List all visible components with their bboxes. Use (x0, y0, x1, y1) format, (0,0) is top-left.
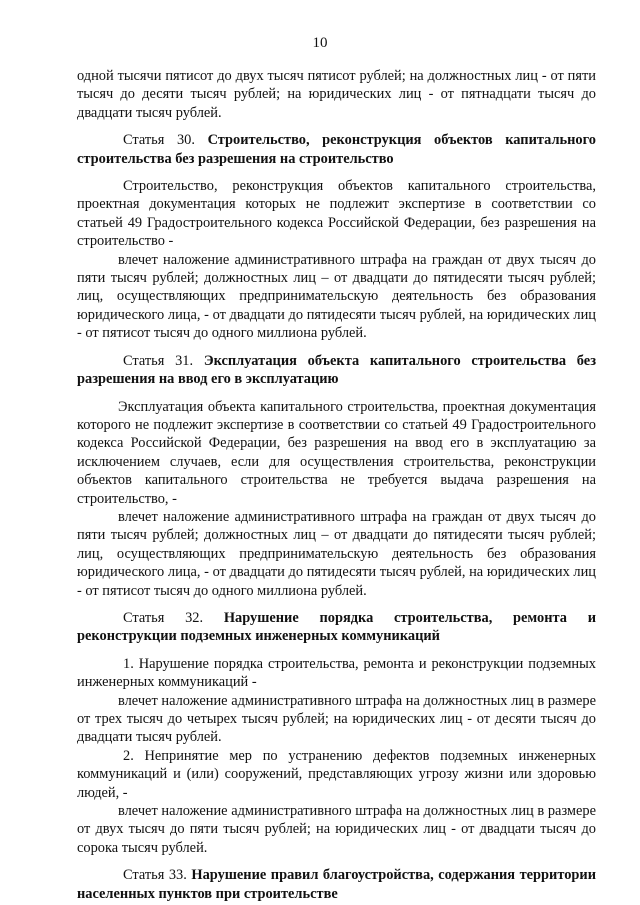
paragraph: влечет наложение административного штрафа на граждан от двух тысяч до пяти тысяч рублей; должностных лиц – от двадцати до пятидесяти тысяч рублей; лиц, осуществляющих предпринимательскую деятельность без образования юридического лица, - от двадцати до пятидесяти тысяч рублей, на юридических лиц - от пятисот тысяч до одного миллиона рублей. (77, 251, 596, 342)
paragraph: одной тысячи пятисот до двух тысяч пятисот рублей; на должностных лиц - от пяти тысяч до десяти тысяч рублей; на юридических лиц - от пятнадцати тысяч до двадцати тысяч рублей. (77, 68, 596, 121)
article-title: Нарушение порядка строительства, ремонта и реконструкции подземных инженерных коммуникаций (77, 609, 596, 645)
article-heading-31 (77, 352, 596, 389)
article-label: Статья 31. (123, 352, 194, 369)
paragraph: Строительство, реконструкция объектов капитального строительства, проектная документация которых не подлежит экспертизе в соответствии со статьей 49 Градостроительного кодекса Российской Федерации, без разрешения на строительство - (77, 178, 596, 250)
article-heading-32 (77, 609, 596, 646)
article-heading-30 (77, 131, 596, 168)
paragraph: влечет наложение административного штрафа на должностных лиц в размере от трех тысяч до четырех тысяч рублей; на юридических лиц - от десяти тысяч до двадцати тысяч рублей. (77, 692, 596, 746)
article-title: Нарушение правил благоустройства, содержания территории населенных пунктов при строительстве (77, 867, 596, 902)
paragraph: 1. Нарушение порядка строительства, ремонта и реконструкции подземных инженерных коммуникаций - (77, 655, 596, 691)
article-label: Статья 33. (123, 867, 187, 884)
article-title: Строительство, реконструкция объектов капитального строительства без разрешения на строительство (77, 132, 596, 167)
article-label: Статья 30. (123, 132, 195, 149)
document-body (77, 67, 596, 903)
paragraph: Эксплуатация объекта капитального строительства, проектная документация которого не подлежит экспертизе в соответствии со статьей 49 Градостроительного кодекса Российской Федерации, без разрешения на ввод его в эксплуатацию за исключением случаев, если для осуществления строительства, реконструкции объектов капитального строительства не требуется выдача разрешения на строительство, - (77, 398, 596, 507)
page-number: 10 (312, 35, 328, 51)
article-title: Эксплуатация объекта капитального строительства без разрешения на ввод его в эксплуатацию (77, 352, 596, 388)
paragraph: влечет наложение административного штрафа на должностных лиц в размере от двух тысяч до пяти тысяч рублей; на юридических лиц - от двадцати тысяч до сорока тысяч рублей. (77, 803, 596, 856)
paragraph: 2. Непринятие мер по устранению дефектов подземных инженерных коммуникаций и (или) сооружений, представляющих угрозу жизни или здоровью людей, - (77, 747, 596, 801)
article-heading-33 (77, 866, 596, 903)
paragraph: влечет наложение административного штрафа на граждан от двух тысяч до пяти тысяч рублей; должностных лиц – от двадцати до пятидесяти тысяч рублей; лиц, осуществляющих предпринимательскую деятельность без образования юридического лица, - от двадцати до пятидесяти тысяч рублей, на юридических лиц - от пятисот тысяч до одного миллиона рублей. (77, 508, 596, 599)
article-label: Статья 32. (123, 609, 204, 626)
